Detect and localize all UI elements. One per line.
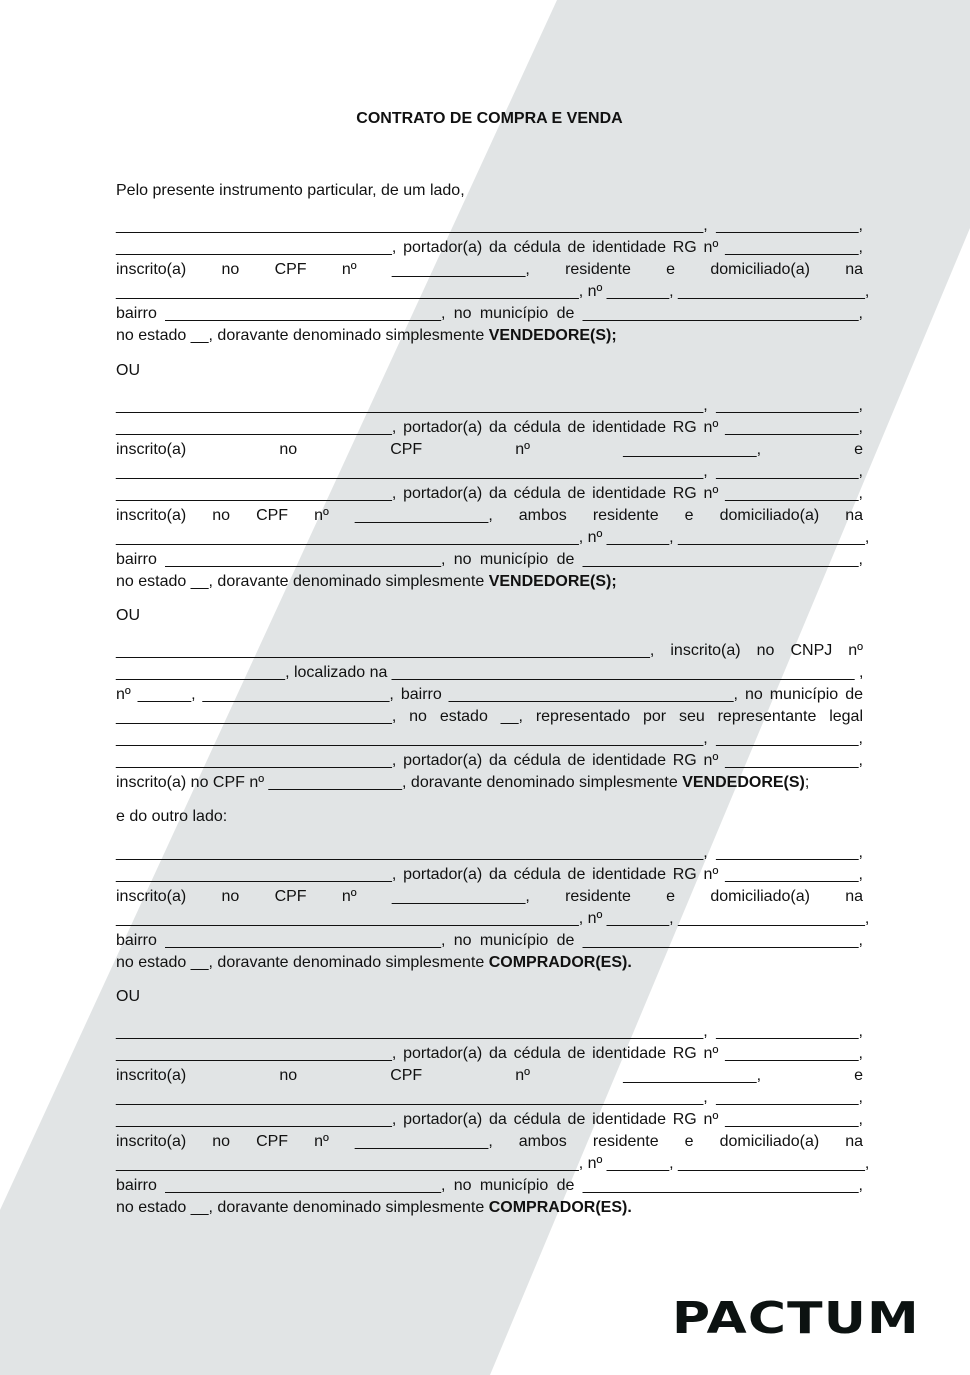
text-line xyxy=(116,483,863,505)
line-text: bairro _______________________________, no município de _______________________________, xyxy=(116,1177,863,1194)
line-text: bairro _______________________________, no município de _______________________________, xyxy=(116,305,863,322)
text-line xyxy=(116,527,870,549)
text-line xyxy=(116,684,863,706)
line-text: bairro _______________________________, no município de _______________________________, xyxy=(116,551,863,568)
text-line xyxy=(116,215,863,237)
text-line xyxy=(116,395,863,417)
contract-paragraph xyxy=(116,842,870,974)
contract-paragraph xyxy=(116,360,863,382)
line-text: nº ______, _____________________, bairro ________________________________, no município de xyxy=(116,686,863,703)
text-line xyxy=(116,728,863,750)
line-text: ; xyxy=(804,774,810,791)
text-line xyxy=(116,1131,863,1153)
text-line xyxy=(116,1197,863,1219)
text-line xyxy=(116,1109,863,1131)
text-line xyxy=(116,1021,863,1043)
line-text: __________________________________________________________________, ________________, xyxy=(116,730,863,747)
text-line xyxy=(116,1043,863,1065)
text-line xyxy=(116,952,863,974)
party-role-label: VENDEDORE(S) xyxy=(682,774,805,791)
text-line xyxy=(116,864,863,886)
line-text: OU xyxy=(116,607,140,624)
text-line xyxy=(116,303,863,325)
text-line xyxy=(116,505,863,527)
text-line xyxy=(116,237,863,259)
line-text: ____________________________________________________________, inscrito(a) no CNPJ nº xyxy=(116,642,863,659)
text-line xyxy=(116,417,863,439)
text-line xyxy=(116,461,863,483)
text-line xyxy=(116,1153,870,1175)
line-text: ____________________________________________________, nº _______, _____________________, xyxy=(116,1155,870,1172)
text-line xyxy=(116,180,863,202)
text-line xyxy=(116,806,863,828)
text-line xyxy=(116,360,863,382)
contract-paragraph xyxy=(116,1021,870,1219)
party-role-label: COMPRADOR(ES). xyxy=(488,1199,632,1216)
document-title: CONTRATO DE COMPRA E VENDA xyxy=(356,110,623,127)
contract-paragraph xyxy=(116,215,870,347)
line-text: inscrito(a) no CPF nº _______________, e xyxy=(116,441,863,458)
pactum-logo: PACTUM xyxy=(672,1293,920,1344)
line-text: _______________________________, portador(a) da cédula de identidade RG nº _______________, xyxy=(116,419,863,436)
text-line xyxy=(116,571,863,593)
line-text: _______________________________, no estado __, representado por seu representante legal xyxy=(116,708,863,725)
line-text: OU xyxy=(116,988,140,1005)
line-text: inscrito(a) no CPF nº _______________, doravante denominado simplesmente xyxy=(116,774,683,791)
text-line xyxy=(116,750,863,772)
text-line xyxy=(116,439,863,461)
text-line xyxy=(116,549,863,571)
text-line xyxy=(116,772,863,794)
line-text: inscrito(a) no CPF nº _______________, ambos residente e domiciliado(a) na xyxy=(116,1133,863,1150)
line-text: Pelo presente instrumento particular, de um lado, xyxy=(116,182,465,199)
contract-paragraph xyxy=(116,986,863,1008)
party-role-label: VENDEDORE(S); xyxy=(488,327,617,344)
text-line xyxy=(116,662,863,684)
line-text: _______________________________, portador(a) da cédula de identidade RG nº _______________, xyxy=(116,1045,863,1062)
line-text: __________________________________________________________________, ________________, xyxy=(116,1089,863,1106)
line-text: inscrito(a) no CPF nº _______________, ambos residente e domiciliado(a) na xyxy=(116,507,863,524)
line-text: no estado __, doravante denominado simplesmente xyxy=(116,573,489,590)
line-text: no estado __, doravante denominado simplesmente xyxy=(116,954,489,971)
line-text: e do outro lado: xyxy=(116,808,228,825)
line-text: __________________________________________________________________, ________________, xyxy=(116,217,863,234)
line-text: __________________________________________________________________, ________________, xyxy=(116,463,863,480)
contract-paragraph xyxy=(116,806,863,828)
line-text: ____________________________________________________, nº _______, _____________________, xyxy=(116,283,870,300)
line-text: __________________________________________________________________, ________________, xyxy=(116,397,863,414)
contract-paragraph xyxy=(116,180,863,202)
text-line xyxy=(116,842,863,864)
text-line xyxy=(116,325,863,347)
party-role-label: VENDEDORE(S); xyxy=(488,573,617,590)
line-text: _______________________________, portador(a) da cédula de identidade RG nº _______________, xyxy=(116,866,863,883)
line-text: ____________________________________________________, nº _______, _____________________, xyxy=(116,910,870,927)
text-line xyxy=(116,259,863,281)
line-text: no estado __, doravante denominado simplesmente xyxy=(116,1199,489,1216)
contract-paragraph xyxy=(116,395,870,593)
text-line xyxy=(116,1175,863,1197)
text-line xyxy=(116,706,863,728)
text-line xyxy=(116,908,870,930)
text-line xyxy=(116,986,863,1008)
text-line xyxy=(116,930,863,952)
text-line xyxy=(116,886,863,908)
line-text: _______________________________, portador(a) da cédula de identidade RG nº _______________, xyxy=(116,239,863,256)
contract-paragraph xyxy=(116,640,863,794)
line-text: __________________________________________________________________, ________________, xyxy=(116,1023,863,1040)
line-text: __________________________________________________________________, ________________, xyxy=(116,844,863,861)
line-text: ___________________, localizado na ____________________________________________________ , xyxy=(116,664,864,681)
line-text: no estado __, doravante denominado simplesmente xyxy=(116,327,489,344)
line-text: inscrito(a) no CPF nº _______________, e xyxy=(116,1067,863,1084)
line-text: _______________________________, portador(a) da cédula de identidade RG nº _______________, xyxy=(116,485,863,502)
text-line xyxy=(116,1065,863,1087)
text-line xyxy=(116,640,863,662)
line-text: _______________________________, portador(a) da cédula de identidade RG nº _______________, xyxy=(116,1111,863,1128)
text-line xyxy=(116,281,870,303)
line-text: bairro _______________________________, no município de _______________________________, xyxy=(116,932,863,949)
line-text: ____________________________________________________, nº _______, _____________________, xyxy=(116,529,870,546)
line-text: inscrito(a) no CPF nº _______________, residente e domiciliado(a) na xyxy=(116,261,863,278)
contract-paragraph xyxy=(116,605,863,627)
line-text: inscrito(a) no CPF nº _______________, residente e domiciliado(a) na xyxy=(116,888,863,905)
text-line xyxy=(116,605,863,627)
text-line xyxy=(116,1087,863,1109)
line-text: OU xyxy=(116,362,140,379)
line-text: _______________________________, portador(a) da cédula de identidade RG nº _______________, xyxy=(116,752,863,769)
party-role-label: COMPRADOR(ES). xyxy=(488,954,632,971)
